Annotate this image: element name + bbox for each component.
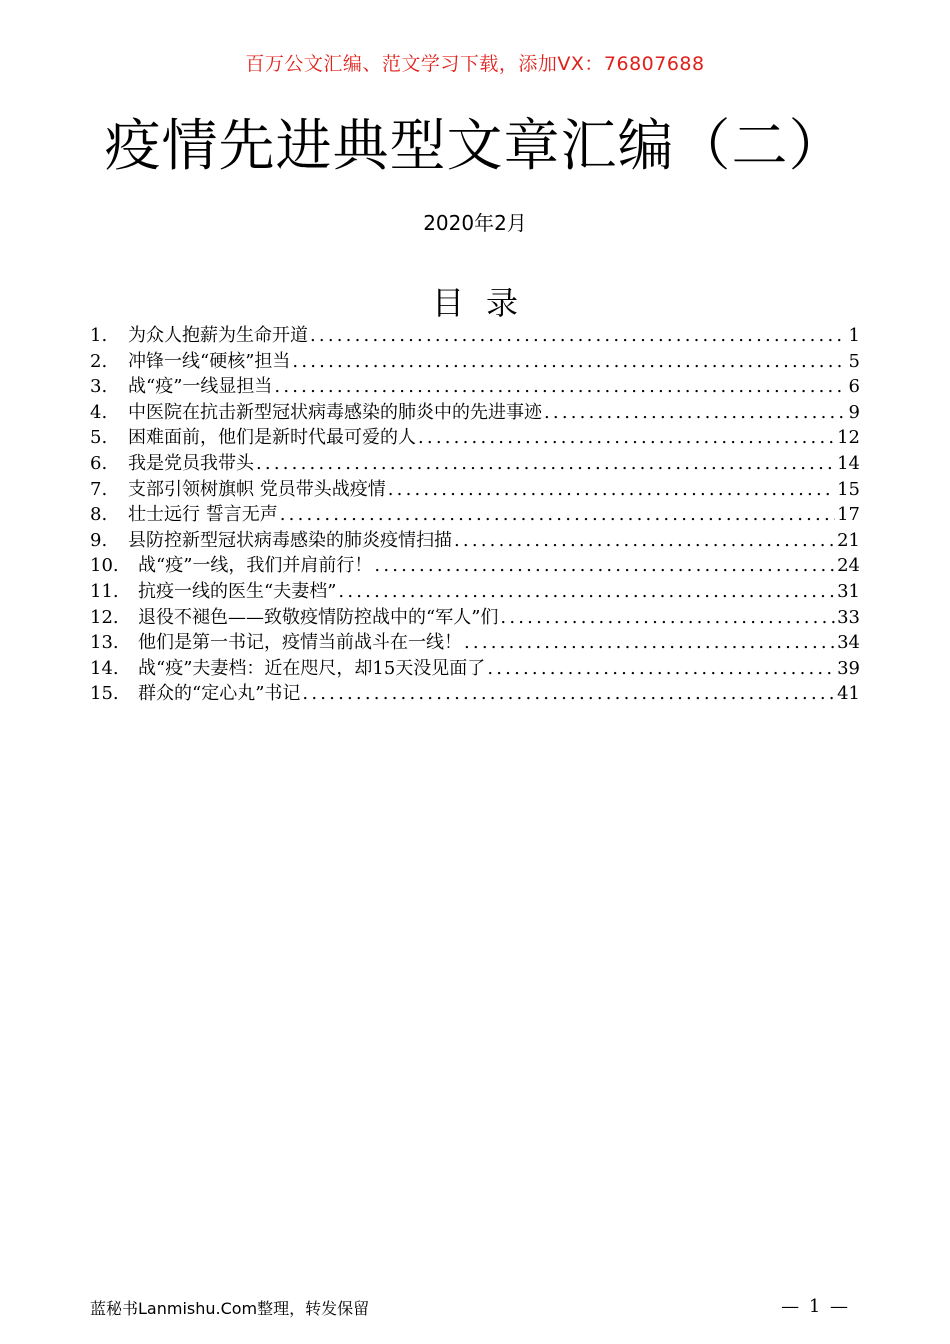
- toc-entry-page: 34: [837, 632, 860, 654]
- toc-entry-title: 战“疫”一线，我们并肩前行！: [138, 555, 373, 577]
- toc-entry-title: 我是党员我带头: [128, 452, 254, 474]
- toc-entry-number: 11.: [90, 580, 119, 602]
- toc-entry-number: 6.: [90, 452, 108, 474]
- toc-entry-page: 39: [837, 657, 860, 679]
- toc-entry[interactable]: [90, 579, 860, 605]
- toc-entry-page: 14: [837, 452, 860, 474]
- table-of-contents: [90, 323, 860, 707]
- toc-entry[interactable]: [90, 502, 860, 528]
- toc-entry-title: 支部引领树旗帜 党员带头战疫情: [128, 478, 386, 500]
- toc-entry-title: 战“疫”一线显担当: [128, 376, 273, 398]
- toc-entry-number: 7.: [90, 478, 108, 500]
- toc-dot-leader: [310, 323, 847, 349]
- toc-entry[interactable]: [90, 349, 860, 375]
- toc-entry-page: 15: [837, 478, 860, 500]
- toc-dot-leader: [374, 553, 835, 579]
- toc-entry[interactable]: [90, 400, 860, 426]
- toc-dot-leader: [280, 502, 835, 528]
- footer-page-number: — 1 —: [781, 1296, 850, 1317]
- toc-entry[interactable]: [90, 553, 860, 579]
- toc-entry-page: 12: [837, 427, 860, 449]
- toc-entry[interactable]: [90, 630, 860, 656]
- toc-entry-number: 3.: [90, 376, 108, 398]
- toc-entry-page: 41: [837, 683, 860, 705]
- toc-dot-leader: [274, 374, 846, 400]
- toc-entry-number: 15.: [90, 683, 119, 705]
- download-banner: 百万公文汇编、范文学习下载，添加VX：76807688: [245, 53, 705, 75]
- toc-entry-number: 8.: [90, 504, 108, 526]
- toc-dot-leader: [338, 579, 835, 605]
- toc-dot-leader: [544, 400, 847, 426]
- toc-entry-number: 2.: [90, 350, 108, 372]
- toc-heading: 目录: [431, 284, 540, 322]
- toc-dot-leader: [464, 630, 835, 656]
- toc-entry[interactable]: [90, 528, 860, 554]
- toc-entry-title: 冲锋一线“硬核”担当: [128, 350, 291, 372]
- toc-entry-title: 困难面前，他们是新时代最可爱的人: [128, 427, 416, 449]
- toc-entry-number: 5.: [90, 427, 108, 449]
- toc-entry-page: 31: [837, 580, 860, 602]
- toc-entry-number: 1.: [90, 325, 108, 346]
- toc-entry-title: 壮士远行 誓言无声: [128, 504, 278, 526]
- toc-entry[interactable]: [90, 656, 860, 682]
- footer-source-note: 蓝秘书Lanmishu.Com整理，转发保留: [90, 1299, 370, 1318]
- toc-entry-page: 24: [837, 555, 860, 577]
- toc-entry-number: 13.: [90, 632, 119, 654]
- toc-dot-leader: [388, 477, 835, 503]
- toc-entry-page: 9: [848, 401, 860, 423]
- toc-dot-leader: [302, 681, 835, 707]
- toc-entry-number: 10.: [90, 555, 119, 577]
- toc-entry-title: 群众的“定心丸”书记: [138, 683, 301, 705]
- toc-dot-leader: [454, 528, 835, 554]
- toc-entry-title: 为众人抱薪为生命开道: [128, 325, 308, 346]
- toc-dot-leader: [500, 605, 835, 631]
- toc-entry[interactable]: [90, 605, 860, 631]
- toc-entry-page: 33: [837, 606, 860, 628]
- document-title: 疫情先进典型文章汇编（二）: [104, 114, 846, 179]
- toc-dot-leader: [418, 425, 835, 451]
- toc-entry[interactable]: [90, 425, 860, 451]
- toc-dot-leader: [292, 349, 846, 375]
- toc-entry-page: 17: [837, 504, 860, 526]
- toc-entry-title: 退役不褪色——致敬疫情防控战中的“军人”们: [138, 606, 499, 628]
- toc-entry-title: 中医院在抗击新型冠状病毒感染的肺炎中的先进事迹: [128, 401, 542, 423]
- toc-entry-page: 1: [848, 325, 860, 346]
- toc-entry-title: 抗疫一线的医生“夫妻档”: [138, 580, 337, 602]
- toc-dot-leader: [256, 451, 835, 477]
- toc-entry-page: 6: [848, 376, 860, 398]
- toc-entry-number: 9.: [90, 529, 108, 551]
- toc-entry-number: 4.: [90, 401, 108, 423]
- toc-entry-number: 14.: [90, 657, 119, 679]
- toc-entry[interactable]: [90, 374, 860, 400]
- toc-dot-leader: [487, 656, 835, 682]
- toc-entry-page: 5: [848, 350, 860, 372]
- document-date: 2020年2月: [423, 211, 527, 235]
- toc-entry-title: 战“疫”夫妻档：近在咫尺，却15天没见面了: [138, 657, 486, 679]
- toc-entry-number: 12.: [90, 606, 119, 628]
- toc-entry[interactable]: [90, 451, 860, 477]
- toc-entry[interactable]: [90, 477, 860, 503]
- toc-entry-title: 他们是第一书记，疫情当前战斗在一线！: [138, 632, 462, 654]
- toc-entry-title: 县防控新型冠状病毒感染的肺炎疫情扫描: [128, 529, 452, 551]
- toc-entry[interactable]: [90, 323, 860, 349]
- toc-entry[interactable]: [90, 681, 860, 707]
- toc-entry-page: 21: [837, 529, 860, 551]
